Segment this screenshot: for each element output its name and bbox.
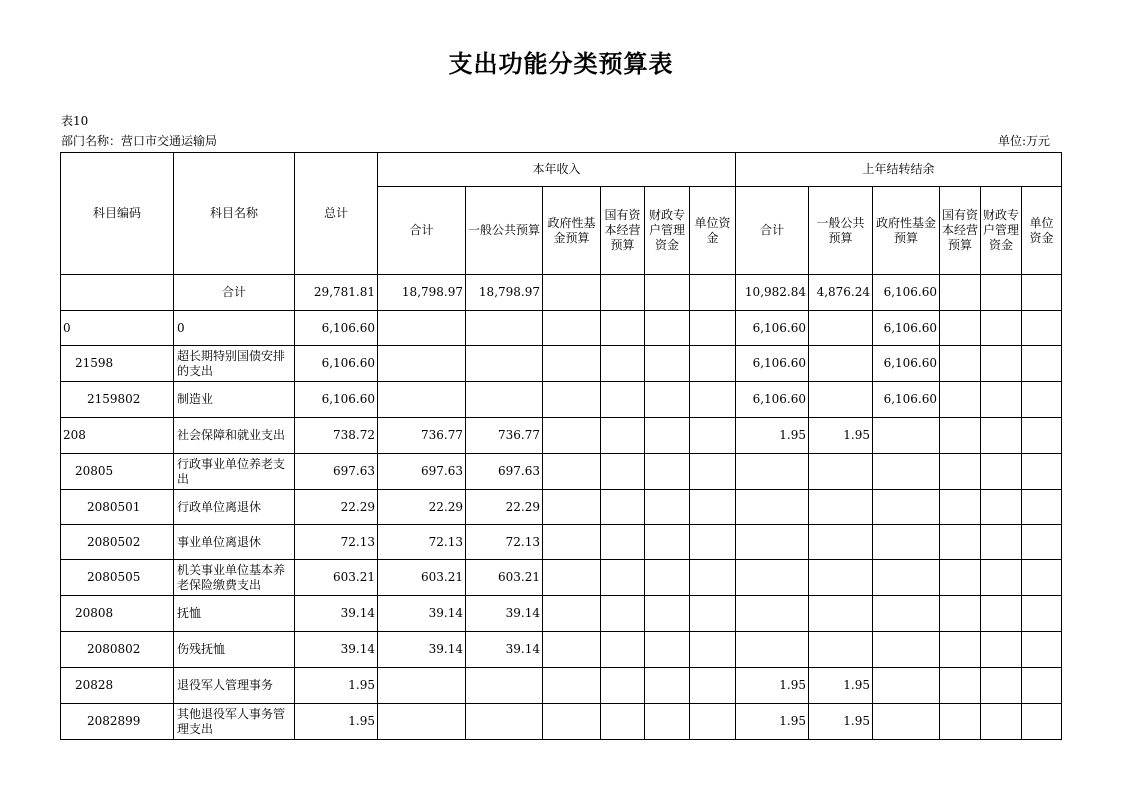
row-co-special	[981, 311, 1022, 346]
row-co-special	[981, 668, 1022, 704]
row-cy-state	[601, 560, 645, 596]
row-cy-special	[645, 668, 690, 704]
row-cy-unit	[690, 560, 736, 596]
row-co-subtotal: 6,106.60	[736, 311, 809, 346]
row-co-fund	[873, 560, 940, 596]
row-cy-subtotal	[378, 668, 466, 704]
row-cy-special	[645, 311, 690, 346]
row-co-fund: 6,106.60	[873, 382, 940, 418]
row-cy-unit	[690, 418, 736, 454]
header-code: 科目编码	[61, 153, 174, 275]
row-total: 1.95	[295, 668, 378, 704]
table-row	[61, 311, 1062, 346]
row-cy-special	[645, 632, 690, 668]
table-row	[61, 418, 1062, 454]
row-code: 208	[61, 418, 174, 454]
department-name: 部门名称：营口市交通运输局	[61, 134, 218, 148]
row-cy-state	[601, 632, 645, 668]
row-cy-state	[601, 525, 645, 560]
row-co-general: 1.95	[809, 418, 873, 454]
row-code: 2080802	[61, 632, 174, 668]
row-co-special	[981, 418, 1022, 454]
row-code: 20808	[61, 596, 174, 632]
row-cy-subtotal: 697.63	[378, 454, 466, 490]
row-co-unit	[1022, 346, 1062, 382]
row-co-subtotal	[736, 490, 809, 525]
row-cy-general: 697.63	[466, 454, 543, 490]
row-cy-fund	[543, 346, 601, 382]
row-co-fund: 6,106.60	[873, 311, 940, 346]
row-name: 超长期特别国债安排的支出	[174, 346, 295, 382]
row-total: 39.14	[295, 632, 378, 668]
row-code: 20805	[61, 454, 174, 490]
row-cy-fund	[543, 525, 601, 560]
row-cy-state	[601, 382, 645, 418]
row-co-unit	[1022, 275, 1062, 311]
row-co-subtotal: 10,982.84	[736, 275, 809, 311]
row-cy-special	[645, 560, 690, 596]
row-co-unit	[1022, 632, 1062, 668]
row-co-state	[940, 525, 981, 560]
row-name: 行政单位离退休	[174, 490, 295, 525]
row-cy-general: 603.21	[466, 560, 543, 596]
budget-table	[60, 152, 1062, 740]
row-cy-state	[601, 668, 645, 704]
row-co-general	[809, 346, 873, 382]
row-name: 0	[174, 311, 295, 346]
row-name: 合计	[174, 275, 295, 311]
row-co-fund	[873, 418, 940, 454]
header-co-subtotal: 合计	[736, 187, 809, 275]
row-cy-fund	[543, 382, 601, 418]
row-co-general	[809, 311, 873, 346]
row-cy-general: 39.14	[466, 596, 543, 632]
row-name: 机关事业单位基本养老保险缴费支出	[174, 560, 295, 596]
row-cy-unit	[690, 525, 736, 560]
row-cy-general	[466, 704, 543, 740]
row-cy-fund	[543, 490, 601, 525]
row-co-state	[940, 596, 981, 632]
row-co-fund: 6,106.60	[873, 346, 940, 382]
row-cy-subtotal: 22.29	[378, 490, 466, 525]
row-code: 2080501	[61, 490, 174, 525]
row-co-fund	[873, 596, 940, 632]
table-row	[61, 275, 1062, 311]
row-cy-special	[645, 275, 690, 311]
row-co-special	[981, 275, 1022, 311]
row-cy-special	[645, 418, 690, 454]
row-co-unit	[1022, 525, 1062, 560]
header-cy-unit: 单位资金	[690, 187, 736, 275]
table-row	[61, 490, 1062, 525]
row-cy-subtotal	[378, 346, 466, 382]
row-co-fund	[873, 668, 940, 704]
row-cy-general	[466, 311, 543, 346]
row-total: 22.29	[295, 490, 378, 525]
row-co-fund	[873, 632, 940, 668]
row-cy-subtotal	[378, 382, 466, 418]
row-cy-unit	[690, 704, 736, 740]
row-co-subtotal: 1.95	[736, 668, 809, 704]
row-total: 72.13	[295, 525, 378, 560]
row-cy-fund	[543, 418, 601, 454]
row-cy-state	[601, 346, 645, 382]
row-co-unit	[1022, 418, 1062, 454]
header-total: 总计	[295, 153, 378, 275]
table-row	[61, 382, 1062, 418]
row-cy-special	[645, 596, 690, 632]
row-cy-fund	[543, 454, 601, 490]
row-name: 事业单位离退休	[174, 525, 295, 560]
row-code: 2159802	[61, 382, 174, 418]
row-cy-state	[601, 490, 645, 525]
row-cy-special	[645, 704, 690, 740]
row-co-subtotal	[736, 525, 809, 560]
row-cy-general: 39.14	[466, 632, 543, 668]
row-co-state	[940, 418, 981, 454]
row-cy-unit	[690, 311, 736, 346]
row-name: 退役军人管理事务	[174, 668, 295, 704]
row-cy-subtotal: 18,798.97	[378, 275, 466, 311]
row-cy-subtotal: 39.14	[378, 596, 466, 632]
row-cy-subtotal: 39.14	[378, 632, 466, 668]
row-co-special	[981, 346, 1022, 382]
row-co-unit	[1022, 560, 1062, 596]
row-name: 行政事业单位养老支出	[174, 454, 295, 490]
row-cy-fund	[543, 275, 601, 311]
row-co-unit	[1022, 704, 1062, 740]
row-name: 抚恤	[174, 596, 295, 632]
row-total: 603.21	[295, 560, 378, 596]
header-cy-general: 一般公共预算	[466, 187, 543, 275]
row-cy-state	[601, 454, 645, 490]
row-co-subtotal: 6,106.60	[736, 382, 809, 418]
row-cy-special	[645, 382, 690, 418]
row-code: 2080502	[61, 525, 174, 560]
row-cy-general: 22.29	[466, 490, 543, 525]
row-cy-state	[601, 596, 645, 632]
row-cy-subtotal	[378, 311, 466, 346]
row-code: 21598	[61, 346, 174, 382]
header-carryover: 上年结转结余	[736, 153, 1062, 187]
row-co-unit	[1022, 668, 1062, 704]
row-cy-subtotal: 736.77	[378, 418, 466, 454]
row-co-state	[940, 275, 981, 311]
row-cy-general	[466, 668, 543, 704]
row-code	[61, 275, 174, 311]
row-co-general	[809, 596, 873, 632]
row-co-state	[940, 668, 981, 704]
row-name: 伤残抚恤	[174, 632, 295, 668]
row-co-state	[940, 382, 981, 418]
row-cy-unit	[690, 346, 736, 382]
row-code: 0	[61, 311, 174, 346]
row-total: 697.63	[295, 454, 378, 490]
row-co-subtotal: 6,106.60	[736, 346, 809, 382]
row-cy-unit	[690, 668, 736, 704]
row-total: 738.72	[295, 418, 378, 454]
table-number: 表10	[61, 114, 89, 128]
row-co-state	[940, 704, 981, 740]
header-row-1	[61, 153, 1062, 187]
row-co-subtotal: 1.95	[736, 418, 809, 454]
row-cy-state	[601, 418, 645, 454]
table-row	[61, 704, 1062, 740]
row-co-unit	[1022, 454, 1062, 490]
row-co-general	[809, 525, 873, 560]
row-name: 其他退役军人事务管理支出	[174, 704, 295, 740]
row-co-subtotal: 1.95	[736, 704, 809, 740]
header-co-fund: 政府性基金预算	[873, 187, 940, 275]
row-cy-subtotal: 603.21	[378, 560, 466, 596]
row-co-general	[809, 490, 873, 525]
row-total: 6,106.60	[295, 346, 378, 382]
row-cy-special	[645, 525, 690, 560]
row-co-fund	[873, 490, 940, 525]
table-row	[61, 346, 1062, 382]
header-cy-special: 财政专户管理资金	[645, 187, 690, 275]
row-cy-general	[466, 382, 543, 418]
row-co-fund	[873, 704, 940, 740]
row-co-state	[940, 490, 981, 525]
row-co-special	[981, 560, 1022, 596]
row-cy-general: 72.13	[466, 525, 543, 560]
row-co-state	[940, 560, 981, 596]
row-cy-subtotal: 72.13	[378, 525, 466, 560]
row-cy-unit	[690, 596, 736, 632]
row-co-unit	[1022, 490, 1062, 525]
row-cy-fund	[543, 632, 601, 668]
header-co-special: 财政专户管理资金	[981, 187, 1022, 275]
header-co-general: 一般公共预算	[809, 187, 873, 275]
table-row	[61, 632, 1062, 668]
row-cy-fund	[543, 668, 601, 704]
row-name: 制造业	[174, 382, 295, 418]
row-co-special	[981, 596, 1022, 632]
unit-label: 单位:万元	[998, 134, 1051, 148]
row-co-unit	[1022, 311, 1062, 346]
header-co-unit: 单位资金	[1022, 187, 1062, 275]
row-co-special	[981, 632, 1022, 668]
row-co-unit	[1022, 596, 1062, 632]
row-co-special	[981, 525, 1022, 560]
row-cy-state	[601, 275, 645, 311]
row-co-special	[981, 490, 1022, 525]
row-co-subtotal	[736, 632, 809, 668]
row-co-state	[940, 311, 981, 346]
table-row	[61, 525, 1062, 560]
row-co-general	[809, 382, 873, 418]
header-current-year-income: 本年收入	[378, 153, 736, 187]
row-cy-fund	[543, 311, 601, 346]
page-title: 支出功能分类预算表	[448, 50, 674, 78]
row-cy-unit	[690, 454, 736, 490]
row-name: 社会保障和就业支出	[174, 418, 295, 454]
row-cy-special	[645, 490, 690, 525]
table-row	[61, 668, 1062, 704]
table-row	[61, 454, 1062, 490]
row-cy-subtotal	[378, 704, 466, 740]
row-co-general: 4,876.24	[809, 275, 873, 311]
row-co-state	[940, 454, 981, 490]
row-co-subtotal	[736, 454, 809, 490]
row-cy-general: 18,798.97	[466, 275, 543, 311]
row-co-general	[809, 560, 873, 596]
row-total: 29,781.81	[295, 275, 378, 311]
header-cy-state: 国有资本经营预算	[601, 187, 645, 275]
row-co-state	[940, 346, 981, 382]
row-cy-unit	[690, 632, 736, 668]
header-name: 科目名称	[174, 153, 295, 275]
row-cy-fund	[543, 596, 601, 632]
table-row	[61, 596, 1062, 632]
row-co-general: 1.95	[809, 704, 873, 740]
row-code: 2080505	[61, 560, 174, 596]
row-co-subtotal	[736, 560, 809, 596]
row-co-fund	[873, 525, 940, 560]
row-co-general: 1.95	[809, 668, 873, 704]
row-cy-special	[645, 454, 690, 490]
row-cy-unit	[690, 275, 736, 311]
row-co-special	[981, 704, 1022, 740]
row-co-subtotal	[736, 596, 809, 632]
row-cy-state	[601, 704, 645, 740]
row-co-state	[940, 632, 981, 668]
row-cy-fund	[543, 704, 601, 740]
row-co-general	[809, 454, 873, 490]
header-co-state: 国有资本经营预算	[940, 187, 981, 275]
row-code: 20828	[61, 668, 174, 704]
row-code: 2082899	[61, 704, 174, 740]
row-total: 6,106.60	[295, 382, 378, 418]
row-cy-general	[466, 346, 543, 382]
row-cy-general: 736.77	[466, 418, 543, 454]
row-co-special	[981, 382, 1022, 418]
row-cy-unit	[690, 382, 736, 418]
row-co-special	[981, 454, 1022, 490]
row-cy-state	[601, 311, 645, 346]
row-co-fund	[873, 454, 940, 490]
row-total: 1.95	[295, 704, 378, 740]
table-row	[61, 560, 1062, 596]
row-cy-unit	[690, 490, 736, 525]
table-body	[61, 275, 1062, 740]
row-co-general	[809, 632, 873, 668]
row-cy-fund	[543, 560, 601, 596]
header-cy-fund: 政府性基金预算	[543, 187, 601, 275]
row-total: 39.14	[295, 596, 378, 632]
row-total: 6,106.60	[295, 311, 378, 346]
row-co-fund: 6,106.60	[873, 275, 940, 311]
row-co-unit	[1022, 382, 1062, 418]
header-cy-subtotal: 合计	[378, 187, 466, 275]
row-cy-special	[645, 346, 690, 382]
